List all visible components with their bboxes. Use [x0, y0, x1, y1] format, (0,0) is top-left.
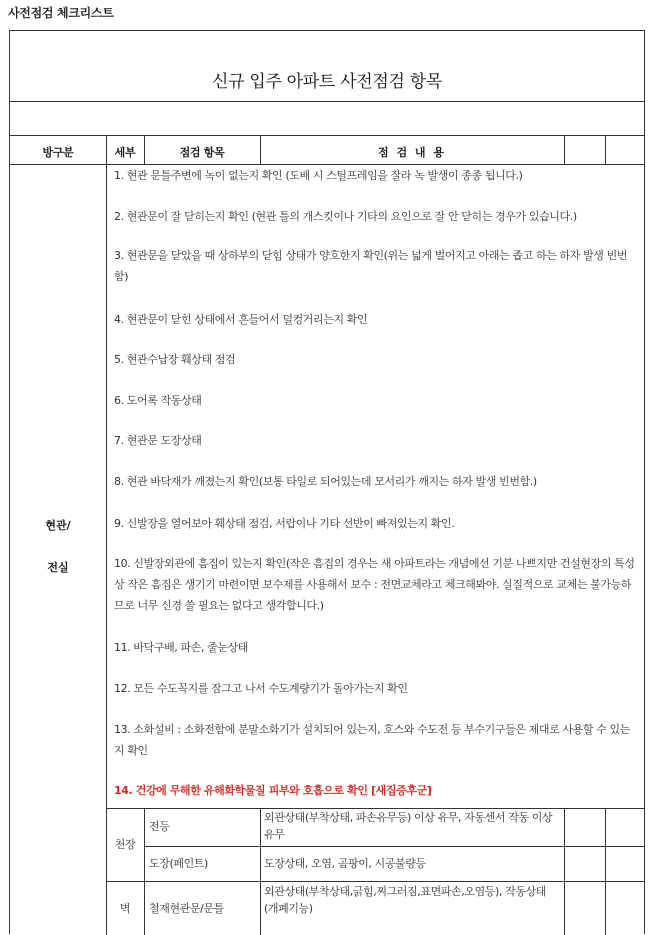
- detail-item-door: 철재현관문/문틀: [149, 902, 224, 915]
- detail-row-divider-1: [144, 846, 644, 847]
- list-item-highlight: 14. 건강에 무해한 유해화학물질 피부와 호흡으로 확인 [새집증후군]: [114, 784, 432, 797]
- list-item: 3. 현관문을 닫았을 때 상하부의 닫힘 상태가 양호한지 확인(위는 넓게 벌어지고 아래는 좁고 하는 하자 발생 빈번함): [114, 249, 628, 283]
- document-label: 사전점검 체크리스트: [8, 6, 114, 20]
- detail-group-wall: 벽: [119, 902, 131, 915]
- list-item: 10. 신발장외관에 흠집이 있는지 확인(작은 흠집의 경우는 새 아파트라는 개념에선 기분 나쁘지만 건설현장의 특성상 작은 흠집은 생기기 마련이면 보수제를 사용해서 보수 : 전면교체라고 체크해봐야. 실질적으로 교체는 불가능하므로 너무 신경 쓸 필요는 없다고 생각합니다.): [114, 557, 635, 612]
- list-item: 2. 현관문이 잘 닫히는지 확인 (현관 틀의 개스킷이나 기타의 요인으로 잘 안 닫히는 경우가 있습니다.): [114, 210, 577, 223]
- detail-col-line-3: [564, 808, 565, 935]
- detail-content-light: 외관상태(부착상태, 파손유무등) 이상 유무, 자동센서 작동 이상 유무: [264, 811, 553, 841]
- detail-content-paint: 도장상태, 오염, 곰팡이, 시공불량등: [264, 857, 426, 870]
- header-col-line-3: [564, 135, 565, 164]
- list-item: 13. 소화설비 : 소화전함에 분말소화기가 설치되어 있는지, 호스와 수도전 등 부수기구들은 제대로 사용할 수 있는지 확인: [114, 723, 630, 757]
- page-title: 신규 입주 아파트 사전점검 항목: [211, 72, 442, 92]
- detail-col-line-4: [605, 808, 606, 935]
- title-row-divider: [10, 101, 644, 102]
- detail-group-ceiling: 천장: [114, 838, 136, 851]
- detail-col-line-1: [144, 808, 145, 935]
- detail-item-light: 전등: [149, 820, 170, 833]
- list-item: 8. 현관 바닥재가 깨졌는지 확인(보통 타일로 되어있는데 모서리가 깨지는 하자 발생 빈번함.): [114, 475, 537, 488]
- header-detail: 세부: [114, 146, 136, 159]
- list-item: 9. 신발장을 열어보아 훼상태 점검, 서랍이나 기타 선반이 빠져있는지 확인.: [114, 517, 455, 530]
- section-label-line2: 전실: [47, 561, 69, 574]
- list-item: 12. 모든 수도꼭지를 잠그고 나서 수도계량기가 돌아가는지 확인: [114, 682, 408, 695]
- list-item: 11. 바닥구배, 파손, 줄눈상태: [114, 641, 249, 654]
- detail-item-paint: 도장(페인트): [149, 857, 208, 870]
- list-item: 7. 현관문 도장상태: [114, 434, 202, 447]
- header-col-line-4: [605, 135, 606, 164]
- list-item: 6. 도어록 작동상태: [114, 394, 202, 407]
- header-check-content: 점 검 내 용: [378, 146, 446, 159]
- category-column-line: [106, 135, 107, 935]
- list-item: 1. 현관 문틀주변에 녹이 없는지 확인 (도배 시 스틸프레임을 잘라 녹 발생이 종종 됩니다.): [114, 169, 523, 182]
- checklist-table: [9, 30, 645, 934]
- list-item: 4. 현관문이 닫힌 상태에서 흔들어서 덜컹거리는지 확인: [114, 313, 368, 326]
- list-item: 5. 현관수납장 훼상태 점검: [114, 353, 236, 366]
- detail-content-door: 외관상태(부착상태,긁힘,찌그러짐,표면파손,오염등), 작동상태(개폐기능): [264, 885, 547, 915]
- detail-col-line-2: [260, 808, 261, 935]
- section-label-line1: 현관/: [45, 519, 71, 532]
- header-category: 방구분: [42, 146, 74, 159]
- header-check-item: 점검 항목: [179, 146, 225, 159]
